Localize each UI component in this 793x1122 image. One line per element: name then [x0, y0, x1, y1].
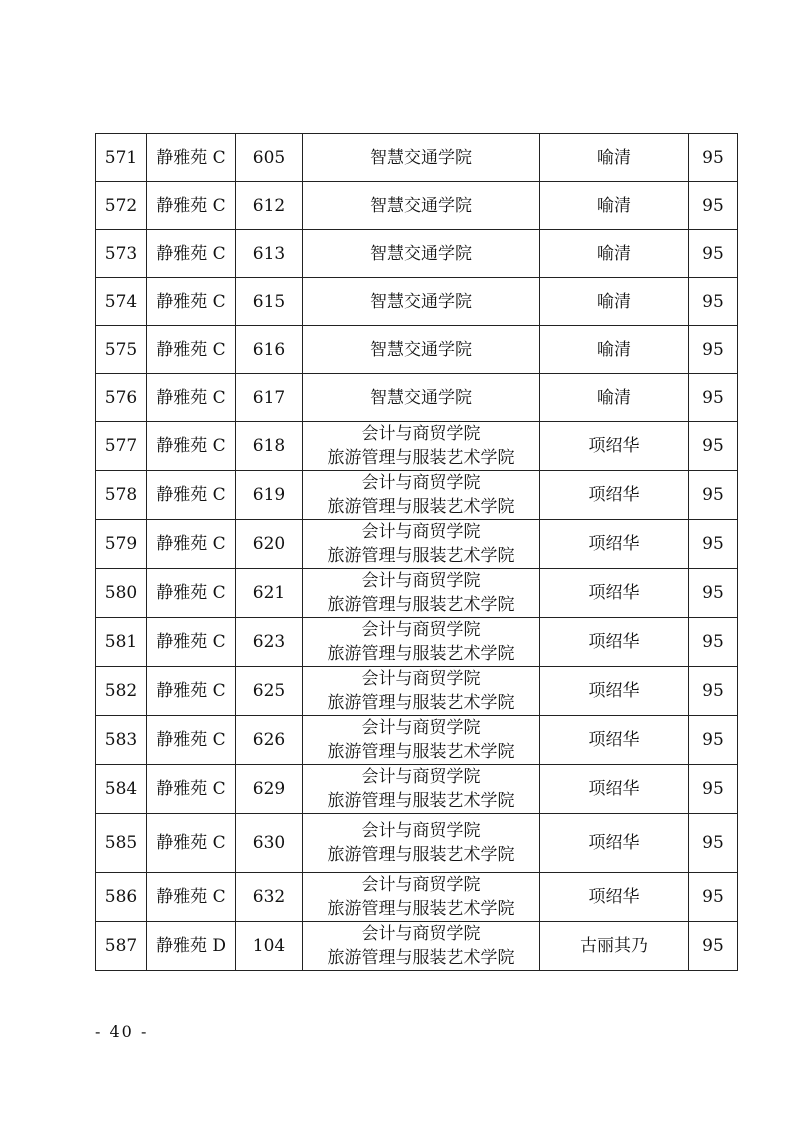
table-row [96, 182, 738, 230]
college-name: 智慧交通学院 [370, 147, 472, 168]
college-name: 会计与商贸学院 [361, 767, 481, 787]
college-cell [303, 667, 540, 716]
person-cell: 项绍华 [540, 618, 689, 667]
row-number-cell: 572 [96, 182, 147, 230]
building-cell: 静雅苑 C [147, 873, 236, 922]
room-cell: 620 [236, 520, 303, 569]
college-name: 旅游管理与服装艺术学院 [327, 546, 515, 566]
score-cell: 95 [689, 667, 738, 716]
row-number-cell: 583 [96, 716, 147, 765]
row-number-cell: 582 [96, 667, 147, 716]
table-row [96, 230, 738, 278]
college-name: 旅游管理与服装艺术学院 [327, 448, 515, 468]
table-row [96, 374, 738, 422]
table-row [96, 873, 738, 922]
building-cell: 静雅苑 C [147, 278, 236, 326]
college-cell [303, 716, 540, 765]
building-cell: 静雅苑 C [147, 134, 236, 182]
college-name: 旅游管理与服装艺术学院 [327, 742, 515, 762]
row-number-cell: 574 [96, 278, 147, 326]
building-cell: 静雅苑 C [147, 471, 236, 520]
row-number-cell: 585 [96, 814, 147, 873]
row-number-cell: 579 [96, 520, 147, 569]
room-cell: 616 [236, 326, 303, 374]
score-cell: 95 [689, 182, 738, 230]
college-cell [303, 326, 540, 374]
room-cell: 629 [236, 765, 303, 814]
college-name: 智慧交通学院 [370, 243, 472, 264]
table-row [96, 422, 738, 471]
score-cell: 95 [689, 278, 738, 326]
building-cell: 静雅苑 C [147, 814, 236, 873]
college-cell [303, 471, 540, 520]
college-cell [303, 230, 540, 278]
person-cell: 喻清 [540, 230, 689, 278]
score-cell: 95 [689, 922, 738, 971]
score-cell: 95 [689, 569, 738, 618]
person-cell: 喻清 [540, 278, 689, 326]
building-cell: 静雅苑 C [147, 618, 236, 667]
row-number-cell: 578 [96, 471, 147, 520]
college-cell [303, 520, 540, 569]
table-row [96, 765, 738, 814]
building-cell: 静雅苑 C [147, 667, 236, 716]
college-name: 旅游管理与服装艺术学院 [327, 845, 515, 865]
row-number-cell: 586 [96, 873, 147, 922]
college-cell [303, 873, 540, 922]
college-name: 旅游管理与服装艺术学院 [327, 497, 515, 517]
row-number-cell: 576 [96, 374, 147, 422]
college-name: 智慧交通学院 [370, 291, 472, 312]
table-row [96, 471, 738, 520]
college-name: 会计与商贸学院 [361, 424, 481, 444]
college-name: 会计与商贸学院 [361, 718, 481, 738]
building-cell: 静雅苑 C [147, 374, 236, 422]
room-cell: 623 [236, 618, 303, 667]
room-cell: 618 [236, 422, 303, 471]
building-cell: 静雅苑 C [147, 182, 236, 230]
row-number-cell: 587 [96, 922, 147, 971]
table-row [96, 922, 738, 971]
score-cell: 95 [689, 814, 738, 873]
room-cell: 626 [236, 716, 303, 765]
room-cell: 630 [236, 814, 303, 873]
score-cell: 95 [689, 326, 738, 374]
college-cell [303, 134, 540, 182]
row-number-cell: 575 [96, 326, 147, 374]
college-cell [303, 374, 540, 422]
college-cell [303, 765, 540, 814]
college-name: 会计与商贸学院 [361, 924, 481, 944]
score-cell: 95 [689, 422, 738, 471]
college-name: 智慧交通学院 [370, 339, 472, 360]
page-number: - 40 - [95, 1022, 149, 1041]
row-number-cell: 584 [96, 765, 147, 814]
college-name: 会计与商贸学院 [361, 821, 481, 841]
table-row [96, 569, 738, 618]
college-name: 会计与商贸学院 [361, 522, 481, 542]
college-name: 旅游管理与服装艺术学院 [327, 791, 515, 811]
room-cell: 619 [236, 471, 303, 520]
college-cell [303, 182, 540, 230]
room-cell: 613 [236, 230, 303, 278]
person-cell: 喻清 [540, 182, 689, 230]
room-cell: 612 [236, 182, 303, 230]
building-cell: 静雅苑 C [147, 520, 236, 569]
room-cell: 632 [236, 873, 303, 922]
building-cell: 静雅苑 C [147, 422, 236, 471]
person-cell: 喻清 [540, 326, 689, 374]
room-cell: 605 [236, 134, 303, 182]
college-name: 旅游管理与服装艺术学院 [327, 899, 515, 919]
score-cell: 95 [689, 134, 738, 182]
building-cell: 静雅苑 C [147, 569, 236, 618]
row-number-cell: 577 [96, 422, 147, 471]
college-cell [303, 278, 540, 326]
college-cell [303, 814, 540, 873]
college-name: 会计与商贸学院 [361, 571, 481, 591]
building-cell: 静雅苑 C [147, 716, 236, 765]
score-cell: 95 [689, 520, 738, 569]
table-row [96, 520, 738, 569]
score-cell: 95 [689, 230, 738, 278]
college-cell [303, 422, 540, 471]
score-cell: 95 [689, 873, 738, 922]
room-cell: 104 [236, 922, 303, 971]
college-name: 旅游管理与服装艺术学院 [327, 948, 515, 968]
person-cell: 项绍华 [540, 520, 689, 569]
college-name: 会计与商贸学院 [361, 620, 481, 640]
person-cell: 项绍华 [540, 814, 689, 873]
building-cell: 静雅苑 C [147, 326, 236, 374]
dormitory-score-table [95, 133, 738, 971]
college-cell [303, 569, 540, 618]
person-cell: 古丽其乃 [540, 922, 689, 971]
row-number-cell: 573 [96, 230, 147, 278]
person-cell: 项绍华 [540, 765, 689, 814]
college-name: 会计与商贸学院 [361, 875, 481, 895]
person-cell: 项绍华 [540, 422, 689, 471]
college-name: 旅游管理与服装艺术学院 [327, 644, 515, 664]
table-row [96, 814, 738, 873]
score-cell: 95 [689, 765, 738, 814]
person-cell: 项绍华 [540, 716, 689, 765]
table-row [96, 134, 738, 182]
college-name: 旅游管理与服装艺术学院 [327, 693, 515, 713]
score-cell: 95 [689, 374, 738, 422]
row-number-cell: 581 [96, 618, 147, 667]
college-name: 智慧交通学院 [370, 387, 472, 408]
room-cell: 625 [236, 667, 303, 716]
person-cell: 项绍华 [540, 569, 689, 618]
table-row [96, 278, 738, 326]
college-name: 会计与商贸学院 [361, 473, 481, 493]
score-cell: 95 [689, 618, 738, 667]
college-cell [303, 922, 540, 971]
room-cell: 615 [236, 278, 303, 326]
table-row [96, 326, 738, 374]
college-name: 会计与商贸学院 [361, 669, 481, 689]
building-cell: 静雅苑 D [147, 922, 236, 971]
row-number-cell: 571 [96, 134, 147, 182]
table-row [96, 716, 738, 765]
table-row [96, 667, 738, 716]
building-cell: 静雅苑 C [147, 765, 236, 814]
room-cell: 617 [236, 374, 303, 422]
person-cell: 项绍华 [540, 873, 689, 922]
person-cell: 喻清 [540, 134, 689, 182]
person-cell: 项绍华 [540, 667, 689, 716]
score-cell: 95 [689, 716, 738, 765]
table-body [96, 134, 738, 971]
person-cell: 项绍华 [540, 471, 689, 520]
row-number-cell: 580 [96, 569, 147, 618]
building-cell: 静雅苑 C [147, 230, 236, 278]
college-cell [303, 618, 540, 667]
score-cell: 95 [689, 471, 738, 520]
table-row [96, 618, 738, 667]
room-cell: 621 [236, 569, 303, 618]
college-name: 智慧交通学院 [370, 195, 472, 216]
person-cell: 喻清 [540, 374, 689, 422]
college-name: 旅游管理与服装艺术学院 [327, 595, 515, 615]
